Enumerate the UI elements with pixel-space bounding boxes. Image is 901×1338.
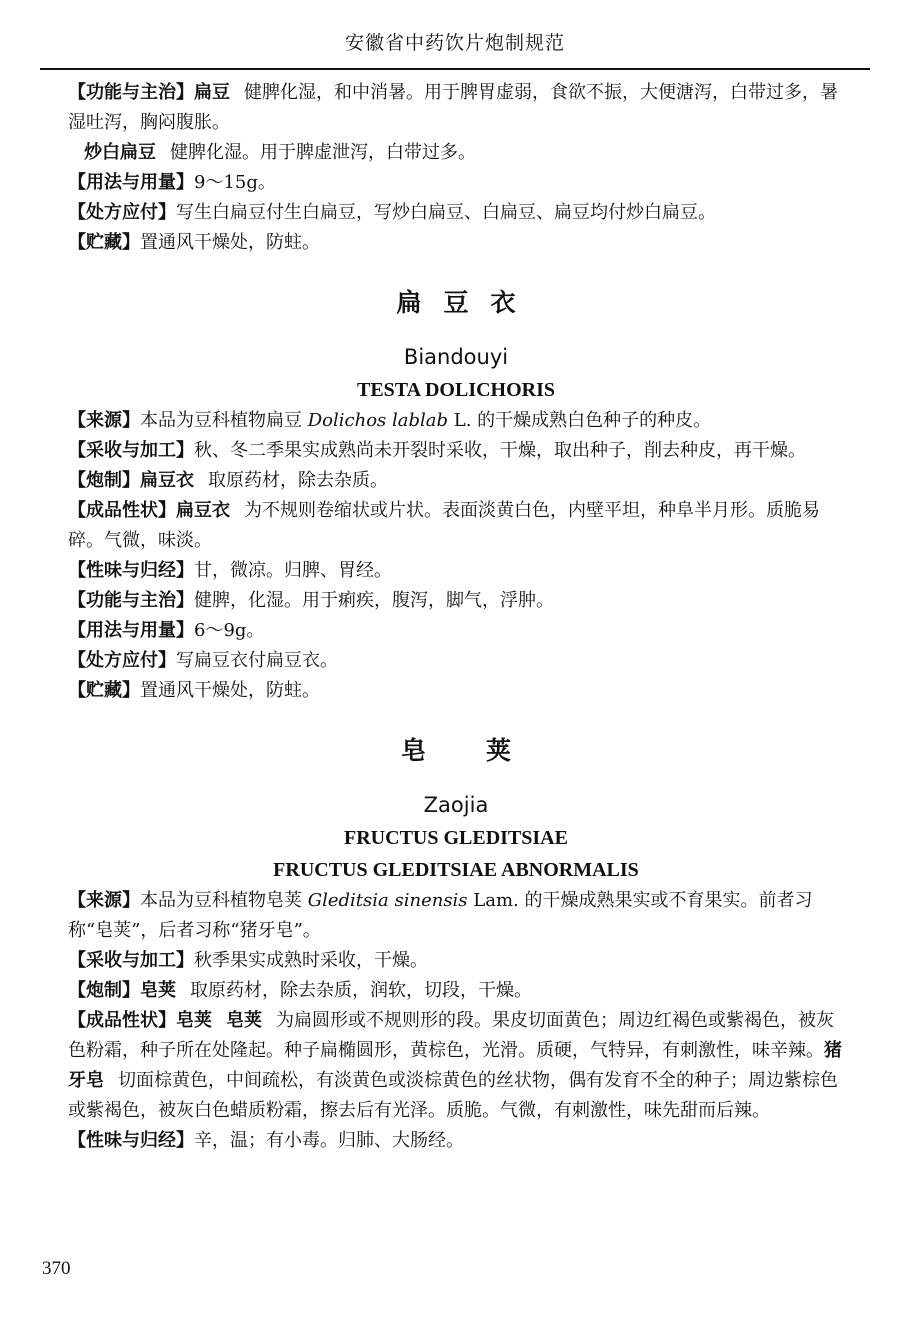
- text-source-2: L. 的干燥成熟白色种子的种皮。: [448, 410, 712, 431]
- text-storage: 置通风干燥处，防蛀。: [140, 680, 320, 701]
- text-harvest: 秋、冬二季果实成熟尚未开裂时采收，干燥，取出种子，削去种皮，再干燥。: [194, 440, 806, 461]
- label-taste: 【性味与归经】: [68, 560, 194, 581]
- label-function: 【功能与主治】: [68, 590, 194, 611]
- text-source-1: 本品为豆科植物皂荚: [140, 890, 308, 911]
- text-processing: 取原药材，除去杂质。: [208, 470, 388, 491]
- text-source-2: Lam. 的干燥成熟果实或不育果实。前者习称“皂荚”，后者习称“猪牙皂”。: [68, 890, 813, 941]
- label-storage: 【贮藏】: [68, 680, 140, 701]
- paragraph-source: [68, 406, 844, 436]
- text-usage: 6～9g。: [194, 620, 265, 641]
- sublabel-zaojia: 皂荚: [226, 1010, 262, 1031]
- text-processing: 取原药材，除去杂质，润软，切段，干燥。: [190, 980, 532, 1001]
- paragraph-processing: [68, 976, 844, 1006]
- paragraph-taste: [68, 556, 844, 586]
- paragraph-harvest: [68, 946, 844, 976]
- paragraph-function: [68, 78, 844, 138]
- paragraph-characters: [68, 1006, 844, 1126]
- text-harvest: 秋季果实成熟时采收，干燥。: [194, 950, 428, 971]
- text-characters-zaojia: 为扁圆形或不规则形的段。果皮切面黄色；周边红褐色或紫褐色，被灰色粉霜，种子所在处隆起。种子扁椭圆形，黄棕色，光滑。质硬，气特异，有刺激性，味辛辣。: [68, 1010, 834, 1061]
- label-function: 【功能与主治】扁豆: [68, 82, 230, 103]
- section-latin-zaojia-1: FRUCTUS GLEDITSIAE: [344, 827, 568, 849]
- header-rule: [40, 68, 870, 70]
- paragraph-storage: [68, 228, 844, 258]
- paragraph-fried: [68, 138, 844, 168]
- text-fried: 健脾化湿。用于脾虚泄泻，白带过多。: [170, 142, 476, 163]
- label-source: 【来源】: [68, 410, 140, 431]
- text-characters: 为不规则卷缩状或片状。表面淡黄白色，内壁平坦，种阜半月形。质脆易碎。气微，味淡。: [68, 500, 820, 551]
- paragraph-storage: [68, 676, 844, 706]
- paragraph-source: [68, 886, 844, 946]
- label-source: 【来源】: [68, 890, 140, 911]
- paragraph-function: [68, 586, 844, 616]
- page-content: [68, 78, 844, 1156]
- label-storage: 【贮藏】: [68, 232, 140, 253]
- paragraph-harvest: [68, 436, 844, 466]
- label-prescription: 【处方应付】: [68, 650, 176, 671]
- sublabel-zhuyazao: 猪牙皂: [68, 1040, 842, 1091]
- label-usage: 【用法与用量】: [68, 172, 194, 193]
- label-prescription: 【处方应付】: [68, 202, 176, 223]
- label-characters: 【成品性状】扁豆衣: [68, 500, 230, 521]
- text-prescription: 写生白扁豆付生白扁豆，写炒白扁豆、白扁豆、扁豆均付炒白扁豆。: [176, 202, 716, 223]
- paragraph-characters: [68, 496, 844, 556]
- text-storage: 置通风干燥处，防蛀。: [140, 232, 320, 253]
- section-latin-biandouyi: TESTA DOLICHORIS: [356, 379, 556, 401]
- section-title-zaojia: 皂荚: [400, 736, 571, 765]
- page-number: 370: [42, 1258, 71, 1279]
- label-harvest: 【采收与加工】: [68, 950, 194, 971]
- paragraph-prescription: [68, 646, 844, 676]
- label-characters: 【成品性状】皂荚: [68, 1010, 212, 1031]
- text-taste: 甘，微凉。归脾、胃经。: [194, 560, 392, 581]
- paragraph-taste: [68, 1126, 844, 1156]
- text-source-latin: Dolichos lablab: [307, 410, 449, 431]
- paragraph-usage: [68, 616, 844, 646]
- text-prescription: 写扁豆衣付扁豆衣。: [176, 650, 338, 671]
- paragraph-usage: [68, 168, 844, 198]
- text-source-1: 本品为豆科植物扁豆: [140, 410, 308, 431]
- label-fried: 炒白扁豆: [84, 142, 156, 163]
- text-source-latin: Gleditsia sinensis: [307, 890, 468, 911]
- paragraph-processing: [68, 466, 844, 496]
- label-processing: 【炮制】扁豆衣: [68, 470, 194, 491]
- label-taste: 【性味与归经】: [68, 1130, 194, 1151]
- label-harvest: 【采收与加工】: [68, 440, 194, 461]
- section-pinyin-zaojia: Zaojia: [423, 793, 489, 817]
- text-function: 健脾化湿，和中消暑。用于脾胃虚弱，食欲不振，大便溏泻，白带过多，暑湿吐泻，胸闷腹胀。: [68, 82, 838, 133]
- section-pinyin-biandouyi: Biandouyi: [403, 345, 509, 369]
- paragraph-prescription: [68, 198, 844, 228]
- text-usage: 9～15g。: [194, 172, 276, 193]
- text-function: 健脾，化湿。用于痢疾，腹泻，脚气，浮肿。: [194, 590, 554, 611]
- text-characters-zhuyazao: 切面棕黄色，中间疏松，有淡黄色或淡棕黄色的丝状物，偶有发育不全的种子；周边紫棕色或紫褐色，被灰白色蜡质粉霜，擦去后有光泽。质脆。气微，有刺激性，味先甜而后辣。: [68, 1070, 838, 1121]
- section-title-biandouyi: 扁豆衣: [396, 288, 538, 317]
- label-processing: 【炮制】皂荚: [68, 980, 176, 1001]
- text-taste: 辛，温；有小毒。归肺、大肠经。: [194, 1130, 464, 1151]
- label-usage: 【用法与用量】: [68, 620, 194, 641]
- running-header: 安徽省中药饮片炮制规范: [344, 32, 565, 54]
- section-latin-zaojia-2: FRUCTUS GLEDITSIAE ABNORMALIS: [273, 859, 639, 881]
